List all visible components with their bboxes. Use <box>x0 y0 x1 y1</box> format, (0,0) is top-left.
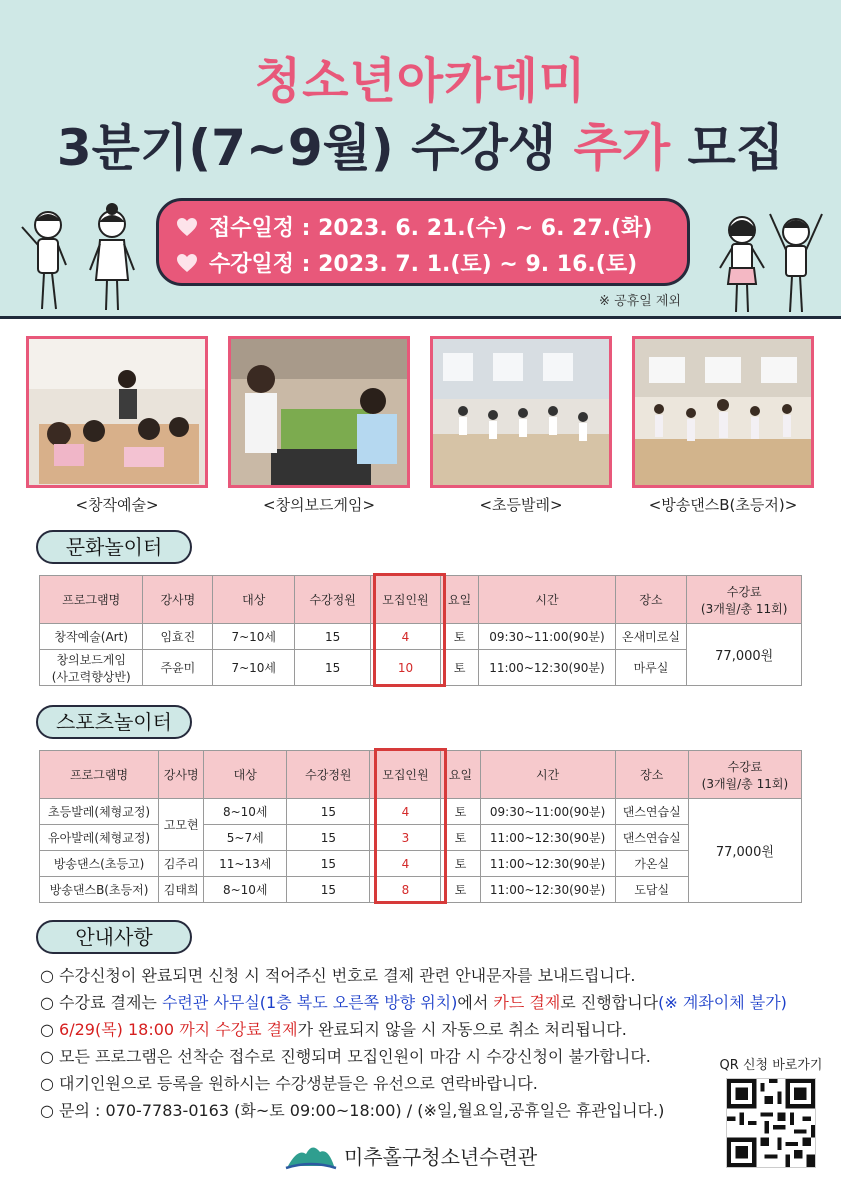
section-title-notice: 안내사항 <box>36 920 192 954</box>
qr-code[interactable] <box>726 1078 816 1168</box>
table-row: 창의보드게임 (사고력향상반) 주윤미 7~10세 15 10 토 11:00~12:30(90분) 마루실 <box>40 650 802 686</box>
kid-illustration <box>80 200 144 315</box>
kid-illustration <box>14 205 78 315</box>
title-line2: 3분기(7~9월) 수강생 추가 모집 <box>56 119 785 177</box>
notice-item: ○ 6/29(목) 18:00 까지 수강료 결제가 완료되지 않을 시 자동으로 취소 처리됩니다. <box>40 1020 627 1039</box>
kid-illustration <box>764 204 828 316</box>
table-row: 창작예술(Art) 임효진 7~10세 15 4 토 09:30~11:00(90분) 온새미로실 77,000원 <box>40 624 802 650</box>
col-day: 요일 <box>441 751 480 799</box>
notice-item: ○ 수강료 결제는 수련관 사무실(1층 복도 오른쪽 방향 위치)에서 카드 결제로 진행합니다(※ 계좌이체 불가) <box>40 993 787 1012</box>
section-title-sports: 스포츠놀이터 <box>36 705 192 739</box>
col-fee: 수강료 (3개월/총 11회) <box>687 576 802 624</box>
col-place: 장소 <box>615 751 688 799</box>
heart-icon <box>175 251 199 275</box>
photo-caption: <창의보드게임> <box>262 496 376 514</box>
col-time: 시간 <box>480 751 615 799</box>
notice-list <box>40 962 840 1124</box>
schedule-box <box>156 198 690 286</box>
title-line1: 청소년아카데미 <box>254 53 587 109</box>
col-teacher: 강사명 <box>159 751 204 799</box>
table-row: 방송댄스B(초등저) 김태희 8~10세 15 8 토 11:00~12:30(90분) 도담실 <box>40 877 802 903</box>
ballet-teacher: 고모현 <box>159 799 204 851</box>
col-program: 프로그램명 <box>40 751 159 799</box>
kid-illustration <box>712 210 772 315</box>
photo-dance-class <box>632 336 814 488</box>
notice-item: ○ 대기인원으로 등록을 원하시는 수강생분들은 유선으로 연락바랍니다. <box>40 1074 538 1093</box>
col-capacity: 수강정원 <box>295 576 371 624</box>
col-recruit: 모집인원 <box>370 751 441 799</box>
col-target: 대상 <box>213 576 295 624</box>
sports-program-table <box>39 750 802 903</box>
footer-logo <box>284 1138 537 1172</box>
table-row: 방송댄스(초등고) 김주리 11~13세 15 4 토 11:00~12:30(90분) 가온실 <box>40 851 802 877</box>
section-title-culture: 문화놀이터 <box>36 530 192 564</box>
qr-label: QR 신청 바로가기 <box>719 1058 823 1073</box>
photo-ballet-class <box>430 336 612 488</box>
col-teacher: 강사명 <box>143 576 213 624</box>
org-name: 미추홀구청소년수련관 <box>344 1144 538 1169</box>
col-day: 요일 <box>440 576 478 624</box>
col-program: 프로그램명 <box>40 576 143 624</box>
table-row: 초등발레(체형교정) 고모현 8~10세 15 4 토 09:30~11:00(90분) 댄스연습실 77,000원 <box>40 799 802 825</box>
culture-fee: 77,000원 <box>687 624 802 686</box>
col-place: 장소 <box>615 576 687 624</box>
notice-item: ○ 모든 프로그램은 선착순 접수로 진행되며 모집인원이 마감 시 수강신청이 불가합니다. <box>40 1047 651 1066</box>
photo-gallery <box>26 336 816 514</box>
culture-program-table <box>39 575 802 686</box>
col-capacity: 수강정원 <box>287 751 370 799</box>
sports-fee: 77,000원 <box>688 799 801 903</box>
photo-caption: <창작예술> <box>75 496 159 514</box>
table-row: 유아발레(체형교정) 5~7세 15 3 토 11:00~12:30(90분) 댄스연습실 <box>40 825 802 851</box>
col-target: 대상 <box>204 751 287 799</box>
photo-art-class <box>26 336 208 488</box>
header-banner <box>0 0 841 319</box>
holiday-note: ※ 공휴일 제외 <box>599 294 681 309</box>
photo-caption: <방송댄스B(초등저)> <box>648 496 798 514</box>
mountain-logo-icon <box>284 1140 338 1170</box>
col-fee: 수강료 (3개월/총 11회) <box>688 751 801 799</box>
registration-row: 접수일정 : 2023. 6. 21.(수) ~ 6. 27.(화) <box>175 211 652 242</box>
course-period-row: 수강일정 : 2023. 7. 1.(토) ~ 9. 16.(토) <box>175 247 637 278</box>
photo-caption: <초등발레> <box>479 496 563 514</box>
col-recruit: 모집인원 <box>371 576 441 624</box>
photo-boardgame-class <box>228 336 410 488</box>
notice-item: ○ 수강신청이 완료되면 신청 시 적어주신 번호로 결제 관련 안내문자를 보내드립니다. <box>40 966 636 985</box>
notice-item: ○ 문의 : 070-7783-0163 (화~토 09:00~18:00) / (※일,월요일,공휴일은 휴관입니다.) <box>40 1101 665 1120</box>
col-time: 시간 <box>479 576 615 624</box>
heart-icon <box>175 215 199 239</box>
